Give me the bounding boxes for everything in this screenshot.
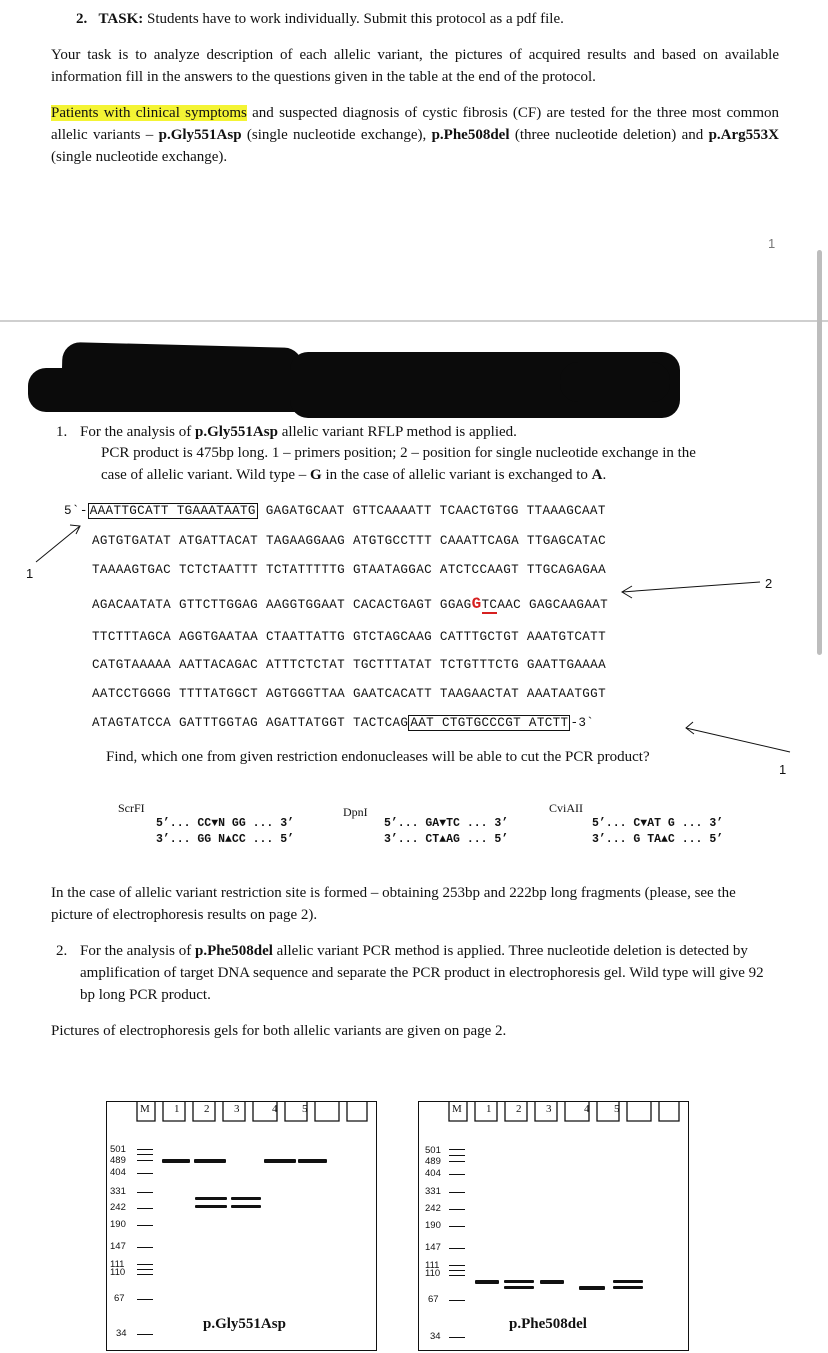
- item2-paragraph: [80, 940, 778, 1006]
- ladder-tick: [137, 1299, 153, 1300]
- wild-type-base: G: [310, 467, 322, 483]
- item1-text: allelic variant RFLP method is applied.: [277, 424, 517, 440]
- forward-primer-box: AAATTGCATT TGAAATAATG: [89, 504, 256, 518]
- ladder-110: 110: [425, 1268, 441, 1279]
- gel1-lane-wells: [127, 1101, 377, 1125]
- reverse-primer-box: AAT CTGTGCCCGT ATCTT: [410, 716, 569, 730]
- band-lane2-253: [195, 1197, 227, 1200]
- ladder-331: 331: [110, 1186, 126, 1197]
- ladder-tick: [137, 1149, 153, 1150]
- label-mutation-2: 2: [765, 576, 773, 591]
- ladder-tick: [137, 1269, 153, 1270]
- intro-paragraph: Your task is to analyze description of each allelic variant, the pictures of acquired results and based on available information fill in the answers to the questions given in the table at the end of the protocol.: [51, 47, 779, 85]
- ladder-tick: [137, 1334, 153, 1335]
- ladder-501: 501: [425, 1145, 441, 1156]
- seq-5-prime: 5`-: [64, 504, 88, 518]
- gel1-lane-M: M: [140, 1103, 150, 1115]
- item2-variant: p.Phe508del: [194, 943, 273, 959]
- ladder-tick: [137, 1274, 153, 1275]
- ladder-tick: [449, 1174, 465, 1175]
- ladder-111: 111: [425, 1260, 440, 1271]
- ladder-tick: [137, 1160, 153, 1161]
- ladder-110: 110: [110, 1267, 126, 1278]
- gel1-lane-3: 3: [234, 1103, 240, 1115]
- band-lane2-475: [194, 1159, 226, 1163]
- ladder-331: 331: [425, 1186, 441, 1197]
- ladder-tick: [449, 1265, 465, 1266]
- gel-gly551asp: [106, 1101, 377, 1351]
- ladder-tick: [449, 1149, 465, 1150]
- item1-text: in the case of allelic variant is exchanged to: [321, 467, 592, 483]
- enzyme-name-cviaii: CviAII: [549, 801, 583, 815]
- item2-number: 2.: [56, 943, 68, 959]
- sequence-row-6: CATGTAAAAA AATTACAGAC ATTTCTCTAT TGCTTTATAT TCTGTTTCTG GAATTGAAAA: [92, 658, 606, 672]
- item1-text: For the analysis of: [80, 424, 195, 440]
- band-lane5-475: [298, 1159, 327, 1163]
- variant-gly551asp: p.Gly551Asp: [158, 127, 242, 143]
- band-lane4-475: [264, 1159, 296, 1163]
- item1-text: case of allelic variant. Wild type –: [101, 467, 311, 483]
- ladder-67: 67: [428, 1294, 439, 1305]
- paragraph-text: (single nucleotide exchange).: [51, 149, 228, 165]
- ladder-tick: [449, 1209, 465, 1210]
- gel1-lane-4: 4: [272, 1103, 278, 1115]
- gel2-lane-5: 5: [614, 1103, 620, 1115]
- gel2-lane-3: 3: [546, 1103, 552, 1115]
- enzyme-scrfi-top: 5’... CC▼N GG ... 3’: [156, 817, 295, 830]
- enzyme-cviaii-bottom: 3’... G TA▲C ... 5’: [592, 833, 724, 846]
- band-lane3-92: [540, 1280, 564, 1284]
- pictures-paragraph: Pictures of electrophoresis gels for both allelic variants are given on page 2.: [51, 1023, 507, 1039]
- ladder-tick: [449, 1192, 465, 1193]
- ladder-501: 501: [110, 1144, 126, 1155]
- enzyme-scrfi-bottom: 3’... GG N▲CC ... 5’: [156, 833, 295, 846]
- item1-number: 1.: [56, 424, 68, 440]
- gel1-lane-2: 2: [204, 1103, 210, 1115]
- band-lane2-89: [504, 1286, 534, 1289]
- mutation-site-underline: TC: [481, 598, 498, 612]
- paragraph-text: and suspected diagnosis of cystic fibrosis (CF) are tested for the three most common allelic variants –: [51, 105, 779, 143]
- gel2-lane-2: 2: [516, 1103, 522, 1115]
- item2-text: allelic variant PCR method is applied. Three nucleotide deletion is detected by amplification of target DNA sequence and separate the PCR product in electrophoresis gel. Wild type will give 92 bp long PCR product.: [80, 943, 764, 1003]
- label-primer-1-right: 1: [779, 762, 787, 777]
- gel2-title: p.Phe508del: [509, 1316, 587, 1332]
- restriction-question: Find, which one from given restriction endonucleases will be able to cut the PCR product?: [106, 749, 650, 765]
- band-lane5-92: [613, 1280, 643, 1283]
- gel1-lane-1: 1: [174, 1103, 180, 1115]
- gel1-lane-5: 5: [302, 1103, 308, 1115]
- item1-text: .: [602, 467, 607, 483]
- paragraph-text: (single nucleotide exchange),: [241, 127, 432, 143]
- sequence-row-5: TTCTTTAGCA AGGTGAATAA CTAATTATTG GTCTAGCAAG CATTTGCTGT AAATGTCATT: [92, 630, 606, 644]
- ladder-tick: [449, 1270, 465, 1271]
- band-lane2-92: [504, 1280, 534, 1283]
- band-lane1-92: [475, 1280, 499, 1284]
- band-lane3-222: [231, 1205, 261, 1208]
- highlighted-text: Patients with clinical symptoms: [51, 105, 247, 121]
- arrow-mutation: [622, 582, 760, 592]
- band-lane5-89: [613, 1286, 643, 1289]
- ladder-190: 190: [425, 1220, 441, 1231]
- variant-phe508del: p.Phe508del: [431, 127, 510, 143]
- ladder-tick: [449, 1275, 465, 1276]
- ladder-404: 404: [110, 1167, 126, 1178]
- ladder-404: 404: [425, 1168, 441, 1179]
- ladder-190: 190: [110, 1219, 126, 1230]
- sequence-row-3: TAAAAGTGAC TCTCTAATTT TCTATTTTTG GTAATAGGAC ATCTCCAAGT TTGCAGAGAA: [92, 563, 606, 577]
- enzyme-name-scrfi: ScrFI: [118, 801, 145, 815]
- arrow-primer-1-left: [36, 526, 80, 562]
- ladder-489: 489: [425, 1156, 441, 1167]
- variant-arg553x: p.Arg553X: [708, 127, 779, 143]
- band-lane1-475: [162, 1159, 190, 1163]
- sequence-row-7: AATCCTGGGG TTTTATGGCT AGTGGGTTAA GAATCACATT TAAGAACTAT AAATAATGGT: [92, 687, 606, 701]
- ladder-147: 147: [110, 1241, 126, 1252]
- sequence-row-2: AGTGTGATAT ATGATTACAT TAGAAGGAAG ATGTGCCTTT CAAATTCAGA TTGAGCATAC: [92, 534, 606, 548]
- paragraph-text: (three nucleotide deletion) and: [509, 127, 709, 143]
- ladder-147: 147: [425, 1242, 441, 1253]
- seq-text: GAGATGCAAT GTTCAAAATT TCAACTGTGG TTAAAGCAAT: [257, 504, 606, 518]
- page-number: 1: [768, 236, 776, 251]
- gel1-title: p.Gly551Asp: [203, 1316, 286, 1332]
- task-number: 2.: [76, 11, 88, 27]
- ladder-tick: [137, 1208, 153, 1209]
- ladder-tick: [449, 1337, 465, 1338]
- label-primer-1-left: 1: [26, 566, 34, 581]
- enzyme-dpni-top: 5’... GA▼TC ... 3’: [384, 817, 509, 830]
- item2-text: For the analysis of: [80, 943, 195, 959]
- ladder-tick: [449, 1300, 465, 1301]
- ladder-242: 242: [425, 1203, 441, 1214]
- task-label: TASK:: [98, 11, 144, 27]
- ladder-tick: [137, 1264, 153, 1265]
- fragments-paragraph: In the case of allelic variant restriction site is formed – obtaining 253bp and 222bp long fragments (please, see the picture of electrophoresis results on page 2).: [51, 885, 736, 923]
- mutation-site-base: G: [471, 595, 482, 613]
- band-lane2-222: [195, 1205, 227, 1208]
- gel2-lane-4: 4: [584, 1103, 590, 1115]
- gel2-lane-M: M: [452, 1103, 462, 1115]
- ladder-34: 34: [430, 1331, 441, 1342]
- item1-line2: PCR product is 475bp long. 1 – primers position; 2 – position for single nucleotide exchange in the: [101, 445, 696, 461]
- seq-text: AGACAATATA GTTCTTGGAG AAGGTGGAAT CACACTGAGT GGAG: [92, 598, 472, 612]
- ladder-tick: [449, 1161, 465, 1162]
- ladder-tick: [137, 1247, 153, 1248]
- ladder-489: 489: [110, 1155, 126, 1166]
- ladder-tick: [449, 1155, 465, 1156]
- seq-text: AAC GAGCAAGAAT: [497, 598, 609, 612]
- ladder-tick: [137, 1225, 153, 1226]
- item1-variant: p.Gly551Asp: [194, 424, 278, 440]
- band-lane3-253: [231, 1197, 261, 1200]
- task-text: Students have to work individually. Submit this protocol as a pdf file.: [146, 11, 564, 27]
- enzyme-name-dpni: DpnI: [343, 805, 368, 819]
- gel-phe508del: [418, 1101, 689, 1351]
- ladder-34: 34: [116, 1328, 127, 1339]
- seq-text: ATAGTATCCA GATTTGGTAG AGATTATGGT TACTCAG: [92, 716, 409, 730]
- variant-base: A: [591, 467, 603, 483]
- enzyme-dpni-bottom: 3’... CT▲AG ... 5’: [384, 833, 509, 846]
- ladder-111: 111: [110, 1259, 125, 1270]
- ladder-242: 242: [110, 1202, 126, 1213]
- gel2-lane-1: 1: [486, 1103, 492, 1115]
- ladder-tick: [137, 1154, 153, 1155]
- ladder-67: 67: [114, 1293, 125, 1304]
- ladder-tick: [449, 1248, 465, 1249]
- seq-3-prime: -3`: [570, 716, 595, 730]
- ladder-tick: [137, 1173, 153, 1174]
- gel2-lane-wells: [439, 1101, 689, 1125]
- ladder-tick: [449, 1226, 465, 1227]
- enzyme-cviaii-top: 5’... C▼AT G ... 3’: [592, 817, 724, 830]
- band-lane4-89: [579, 1286, 605, 1290]
- ladder-tick: [137, 1192, 153, 1193]
